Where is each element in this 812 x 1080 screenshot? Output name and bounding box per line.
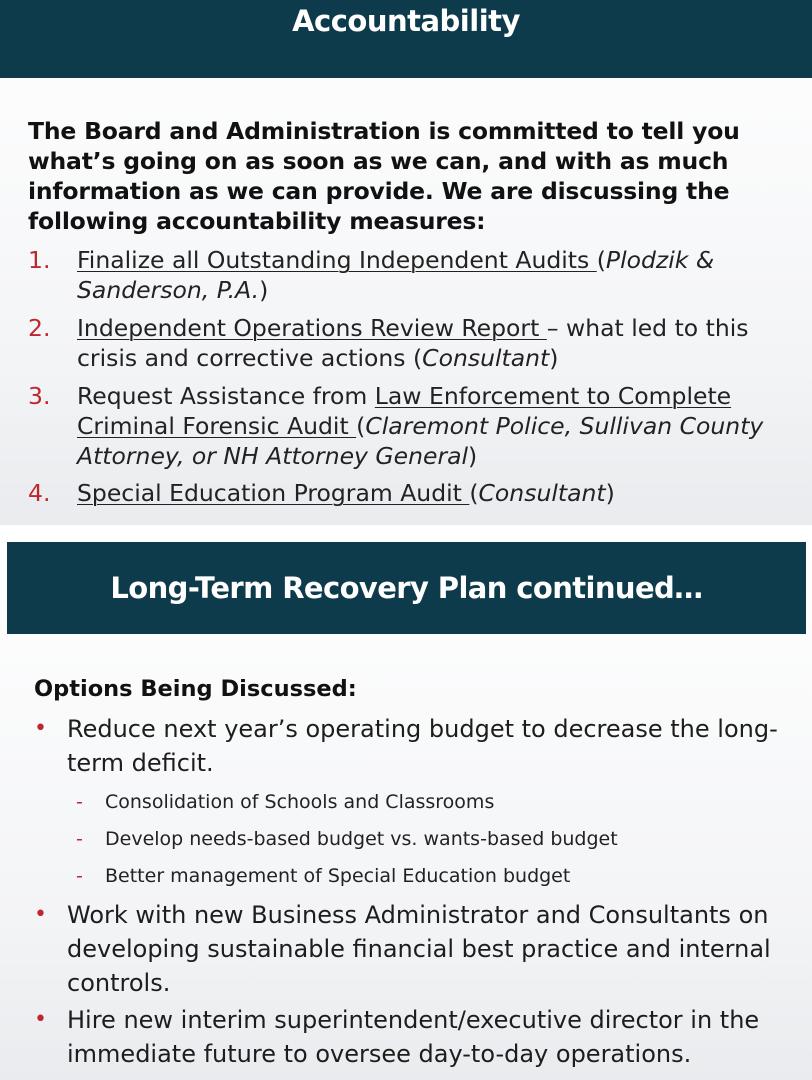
measure-text: – what led to this crisis and corrective actions ( bbox=[77, 314, 749, 372]
bullet-icon: • bbox=[34, 716, 47, 741]
dash-icon: - bbox=[76, 865, 83, 887]
list-item bbox=[28, 381, 798, 471]
item-number: 3. bbox=[28, 382, 51, 410]
measure-link: Law Enforcement to Complete Criminal Forensic Audit bbox=[77, 382, 732, 440]
sub-list-item bbox=[67, 821, 804, 858]
sub-item-text: Better management of Special Education budget bbox=[105, 865, 571, 887]
measure-text: ) bbox=[549, 344, 559, 372]
dash-icon: - bbox=[76, 828, 83, 850]
slide-title-banner bbox=[7, 542, 806, 634]
list-item bbox=[28, 478, 798, 508]
bullet-text: Work with new Business Administrator and Consultants on developing sustainable financial best practice and internal controls. bbox=[67, 901, 771, 997]
measure-text: Request Assistance from bbox=[77, 382, 375, 410]
slide-title: Accountability bbox=[292, 4, 520, 38]
sub-list-item bbox=[67, 784, 804, 821]
bullet-icon: • bbox=[34, 902, 47, 927]
measure-party: Consultant bbox=[478, 479, 606, 507]
bullet-text: Reduce next year’s operating budget to decrease the long-term deficit. bbox=[67, 715, 778, 777]
intro-paragraph: The Board and Administration is committed to tell you what’s going on as soon as we can, and with as much information as we can provide. We are discussing the following accountability measures: bbox=[28, 117, 740, 235]
sub-list bbox=[67, 784, 804, 895]
item-number: 1. bbox=[28, 246, 51, 274]
list-item bbox=[34, 898, 804, 1000]
measure-text: ) bbox=[605, 479, 615, 507]
list-item bbox=[34, 1003, 804, 1071]
recovery-plan-slide bbox=[0, 542, 812, 1080]
bullet-text: Hire new interim superintendent/executive director in the immediate future to oversee day-to-day operations. bbox=[67, 1006, 760, 1068]
list-item bbox=[28, 313, 798, 373]
bullet-icon: • bbox=[34, 1007, 47, 1032]
measure-text: ( bbox=[469, 479, 479, 507]
item-number: 4. bbox=[28, 479, 51, 507]
sub-list-item bbox=[67, 858, 804, 895]
measure-text: ) bbox=[468, 442, 478, 470]
measure-link: Independent Operations Review Report bbox=[77, 314, 547, 342]
measure-text: ( bbox=[356, 412, 366, 440]
list-item bbox=[28, 245, 798, 305]
measure-text: ) bbox=[259, 276, 269, 304]
measure-link: Special Education Program Audit bbox=[77, 479, 470, 507]
slide-divider bbox=[0, 525, 812, 542]
measure-link: Finalize all Outstanding Independent Audits bbox=[77, 246, 597, 274]
measure-party: Plodzik & Sanderson, P.A. bbox=[77, 246, 715, 304]
measure-party: Claremont Police, Sullivan County Attorney, or NH Attorney General bbox=[77, 412, 764, 470]
dash-icon: - bbox=[76, 791, 83, 813]
item-number: 2. bbox=[28, 314, 51, 342]
sub-item-text: Develop needs-based budget vs. wants-based budget bbox=[105, 828, 618, 850]
slide-title: Long-Term Recovery Plan continued… bbox=[110, 571, 703, 605]
slide-title-banner bbox=[0, 0, 812, 78]
list-item bbox=[34, 712, 804, 895]
options-heading: Options Being Discussed: bbox=[34, 676, 357, 702]
options-list bbox=[34, 712, 804, 1074]
sub-item-text: Consolidation of Schools and Classrooms bbox=[105, 791, 495, 813]
accountability-slide bbox=[0, 0, 812, 525]
accountability-measures-list bbox=[28, 245, 798, 516]
measure-text: ( bbox=[596, 246, 606, 274]
measure-party: Consultant bbox=[422, 344, 550, 372]
